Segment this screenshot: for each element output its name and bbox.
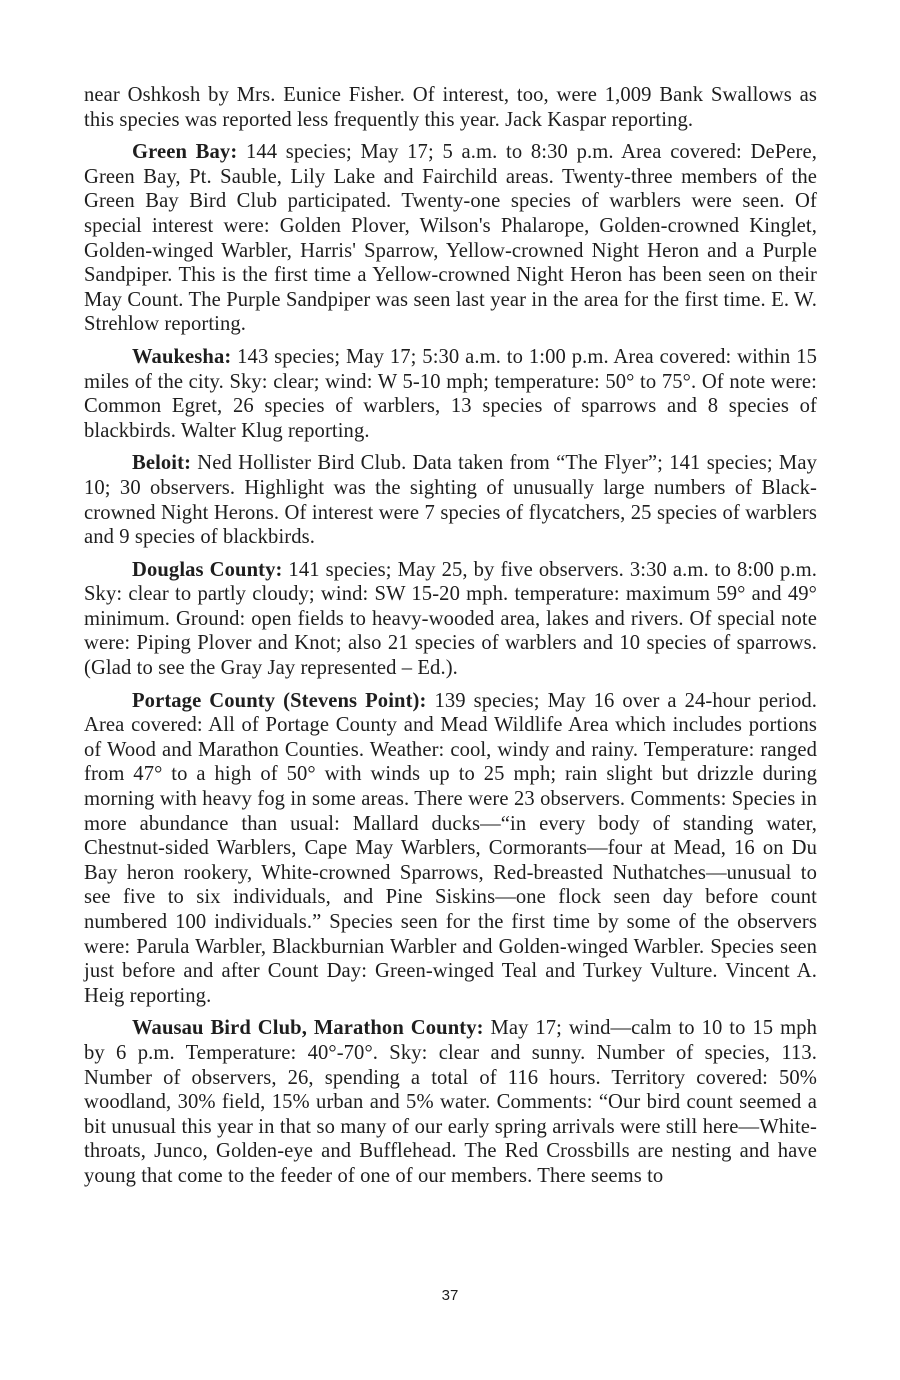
paragraph-text: 141 species; May 25, by five observers. 3:30 a.m. to 8:00 p.m. Sky: clear to partly cloudy; wind: SW 15-20 mph. temperature: maximum 59° and 49° minimum. Ground: open fields to heavy-wooded area, lakes and rivers. Of special note were: Piping Plover and Knot; also 21 species of warblers and 10 species of sparrows. (Glad to see the Gray Jay represented – Ed.). [84, 558, 817, 680]
paragraph-text: May 17; wind—calm to 10 to 15 mph by 6 p.m. Temperature: 40°-70°. Sky: clear and sunny. Number of species, 113. Number of observers, 26, spending a total of 116 hours. Territory covered: 50% woodland, 30% field, 15% urban and 5% water. Comments: “Our bird count seemed a bit unusual this year in that so many of our early spring arrivals were still here—White-throats, Junco, Golden-eye and Bufflehead. The Red Crossbills are nesting and have young that come to the feeder of one of our members. There seems to [84, 1017, 817, 1187]
paragraph-green-bay [84, 140, 817, 337]
location-heading: Beloit: [132, 452, 192, 475]
paragraph-text: 143 species; May 17; 5:30 a.m. to 1:00 p.m. Area covered: within 15 miles of the city. Sky: clear; wind: W 5-10 mph; temperature: 50° to 75°. Of note were: Common Egret, 26 species of warblers, 13 species of sparrows and 8 species of blackbirds. Walter Klug reporting. [84, 345, 817, 442]
location-heading: Green Bay: [132, 141, 238, 164]
location-heading: Waukesha: [132, 345, 232, 368]
location-heading: Portage County (Stevens Point): [132, 689, 427, 712]
paragraph-text: near Oshkosh by Mrs. Eunice Fisher. Of interest, too, were 1,009 Bank Swallows as this species was reported less frequently this year. Jack Kaspar reporting. [84, 84, 817, 131]
paragraph-text: 139 species; May 16 over a 24-hour period. Area covered: All of Portage County and Mead Wildlife Area which includes portions of Wood and Marathon Counties. Weather: cool, windy and rainy. Temperature: ranged from 47° to a high of 50° with winds up to 25 mph; rain slight but drizzle during morning with heavy fog in some areas. There were 23 observers. Comments: Species in more abundance than usual: Mallard ducks—“in every body of standing water, Chestnut-sided Warblers, Cape May Warblers, Cormorants—four at Mead, 16 on Du Bay heron rookery, White-crowned Sparrows, Red-breasted Nuthatches—unusual to see five to six individuals, and Pine Siskins—one flock seen day before count numbered 100 individuals.” Species seen for the first time by some of the observers were: Parula Warbler, Blackburnian Warbler and Golden-winged Warbler. Species seen just before and after Count Day: Green-winged Teal and Turkey Vulture. Vincent A. Heig reporting. [84, 689, 817, 1007]
paragraph-portage-county [84, 689, 817, 1009]
paragraph-waukesha [84, 345, 817, 443]
paragraph-beloit [84, 451, 817, 549]
location-heading: Wausau Bird Club, Marathon County: [132, 1017, 484, 1040]
paragraph-text: 144 species; May 17; 5 a.m. to 8:30 p.m. Area covered: DePere, Green Bay, Pt. Sauble, Lily Lake and Fairchild areas. Twenty-three members of the Green Bay Bird Club participated. Twenty-one species of warblers were seen. Of special interest were: Golden Plover, Wilson's Phalarope, Golden-crowned Kinglet, Golden-winged Warbler, Harris' Sparrow, Yellow-crowned Night Heron and a Purple Sandpiper. This is the first time a Yellow-crowned Night Heron has been seen on their May Count. The Purple Sandpiper was seen last year in the area for the first time. E. W. Strehlow reporting. [84, 141, 817, 336]
paragraph-text: Ned Hollister Bird Club. Data taken from “The Flyer”; 141 species; May 10; 30 observers. Highlight was the sighting of unusually large numbers of Black-crowned Night Herons. Of interest were 7 species of flycatchers, 25 species of warblers and 9 species of blackbirds. [84, 452, 817, 549]
paragraph-douglas-county [84, 558, 817, 681]
location-heading: Douglas County: [132, 558, 283, 581]
paragraph-oshkosh-continued [84, 83, 817, 132]
paragraph-wausau [84, 1016, 817, 1188]
report-body [84, 83, 817, 1197]
page-number: 37 [441, 1287, 459, 1304]
